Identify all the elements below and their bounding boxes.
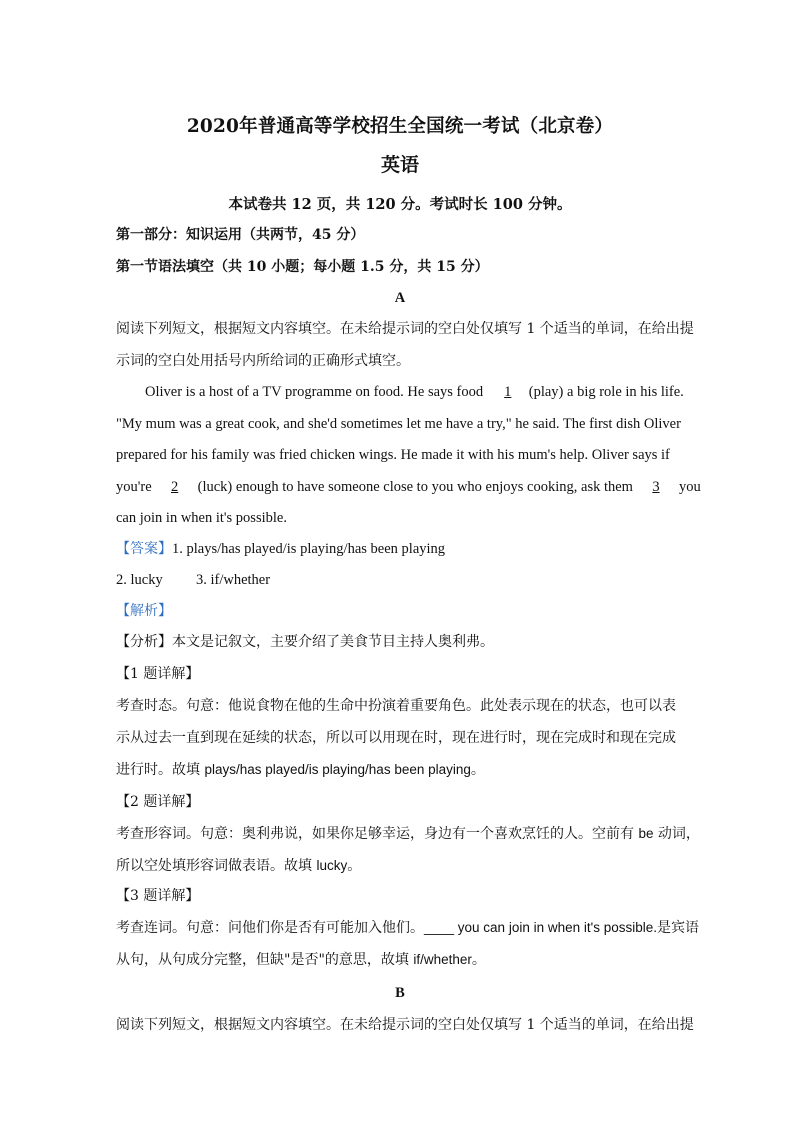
q3-line	[116, 951, 696, 969]
passage-text: Oliver is a host of a TV programme on food. He says food	[145, 384, 484, 400]
q1-answer: plays/has played/is playing/has been playing	[204, 762, 471, 777]
q3-line	[116, 919, 699, 937]
passage-text: (play) a big role in his life.	[528, 384, 684, 400]
instruction-line: 示词的空白处用括号内所给词的正确形式填空。	[116, 353, 410, 369]
q2-term: be	[638, 826, 654, 841]
blank-3: 3	[652, 479, 660, 495]
part1-heading: 第一部分：知识运用（共两节，45 分）	[116, 227, 365, 243]
section1-heading: 第一节语法填空（共 10 小题；每小题 1.5 分，共 15 分）	[116, 259, 489, 275]
passage-text: you	[678, 479, 701, 495]
answer-line	[116, 540, 696, 558]
answer-line	[116, 571, 696, 589]
q2-text: 。	[347, 858, 362, 874]
analysis-label: 【解析】	[116, 603, 172, 619]
passage-line	[145, 383, 725, 401]
q3-text: 是宾语	[656, 920, 699, 936]
exam-title: 2020年普通高等学校招生全国统一考试（北京卷）	[186, 116, 614, 137]
passage-line: can join in when it's possible.	[116, 510, 287, 526]
passage-text: you're	[116, 479, 152, 495]
q2-line	[116, 857, 696, 875]
passage-line	[116, 478, 701, 496]
instruction-line: 阅读下列短文，根据短文内容填空。在未给提示词的空白处仅填写 1 个适当的单词，在给出提	[116, 1017, 694, 1033]
q3-label: 【3 题详解】	[116, 888, 200, 904]
q1-text: 。	[470, 762, 485, 778]
q3-text: 。	[471, 952, 486, 968]
q1-line	[116, 761, 696, 779]
answer-1: 1. plays/has played/is playing/has been playing	[172, 541, 446, 557]
exam-info: 本试卷共 12 页，共 120 分。考试时长 100 分钟。	[228, 196, 572, 213]
q2-text: 动词，	[653, 826, 700, 842]
q3-text: 考查连词。句意：问他们你是否有可能加入他们。	[116, 920, 424, 936]
q2-answer: lucky	[316, 858, 348, 873]
q2-label: 【2 题详解】	[116, 794, 200, 810]
q3-clause: ____ you can join in when it's possible.	[424, 920, 657, 935]
q1-line: 考查时态。句意：他说食物在他的生命中扮演着重要角色。此处表示现在的状态，也可以表	[116, 698, 676, 714]
q1-line: 示从过去一直到现在延续的状态，所以可以用现在时，现在进行时，现在完成时和现在完成	[116, 730, 676, 746]
passage-b-label: B	[395, 985, 405, 1001]
passage-line: "My mum was a great cook, and she'd sometimes let me have a try," he said. The first dish Oliver	[116, 416, 681, 432]
answer-2: 2. lucky	[116, 572, 163, 588]
q1-text: 进行时。故填	[116, 762, 205, 778]
answer-3: 3. if/whether	[195, 572, 271, 588]
passage-a-label: A	[394, 290, 406, 306]
q2-text: 所以空处填形容词做表语。故填	[116, 858, 317, 874]
blank-2: 2	[171, 479, 179, 495]
subject-title: 英语	[380, 154, 419, 176]
analysis-summary: 【分析】本文是记叙文，主要介绍了美食节目主持人奥利弗。	[116, 634, 494, 650]
q3-answer: if/whether	[413, 952, 472, 967]
q2-line	[116, 825, 700, 843]
blank-1: 1	[504, 384, 512, 400]
instruction-line: 阅读下列短文，根据短文内容填空。在未给提示词的空白处仅填写 1 个适当的单词，在给出提	[116, 321, 694, 337]
passage-line: prepared for his family was fried chicken wings. He made it with his mum's help. Oliver says if	[116, 447, 670, 463]
q2-text: 考查形容词。句意：奥利弗说，如果你足够幸运，身边有一个喜欢烹饪的人。空前有	[116, 826, 639, 842]
answer-label: 【答案】	[116, 541, 172, 557]
passage-text: (luck) enough to have someone close to you who enjoys cooking, ask them	[197, 479, 633, 495]
q1-label: 【1 题详解】	[116, 666, 200, 682]
q3-text: 从句，从句成分完整，但缺"是否"的意思，故填	[116, 952, 414, 968]
